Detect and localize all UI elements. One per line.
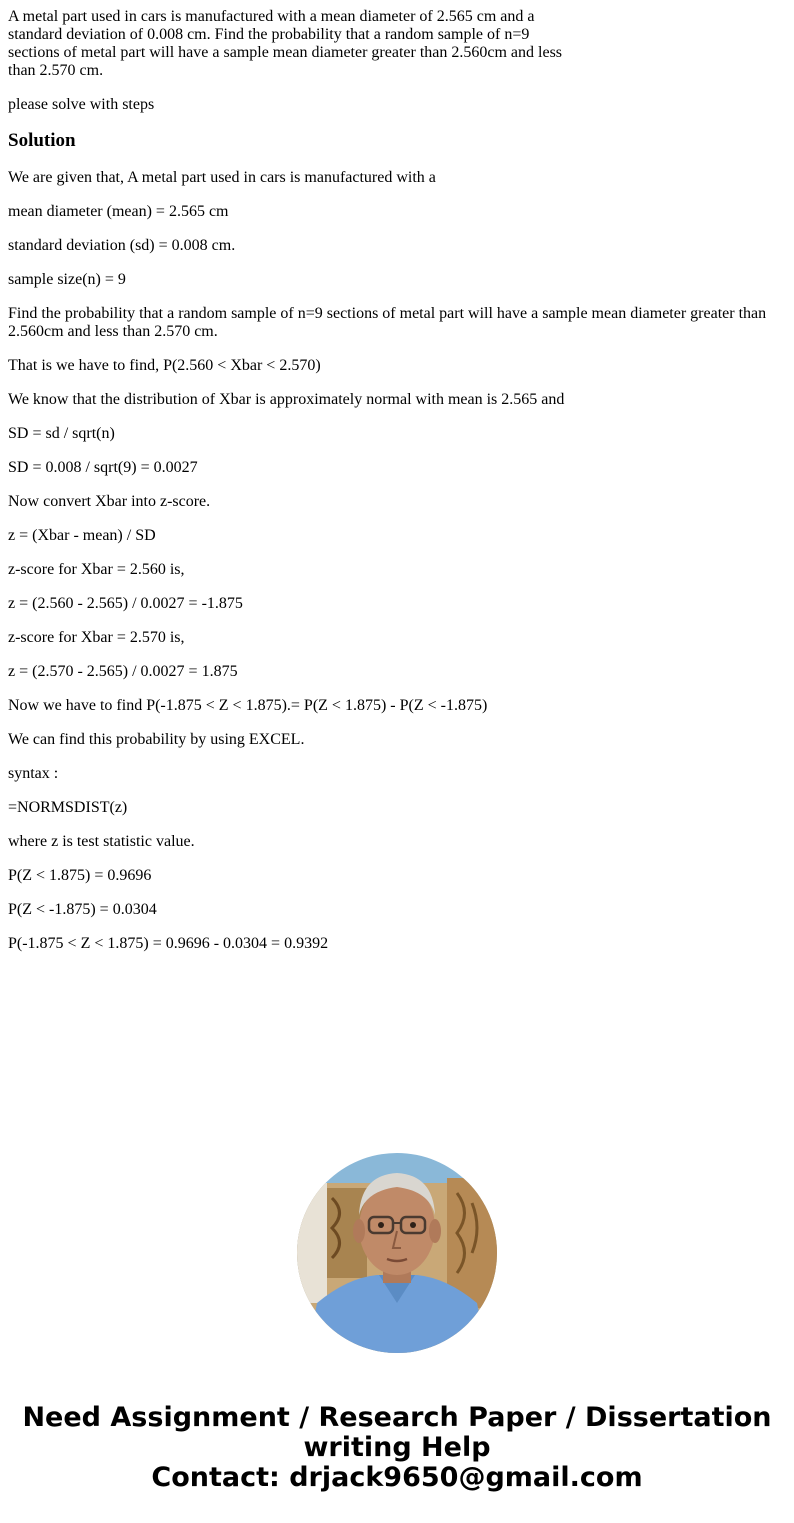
solution-steps (8, 169, 786, 953)
solution-step: SD = sd / sqrt(n) (8, 425, 115, 442)
promo-contact: Contact: drjack9650@gmail.com (151, 1462, 643, 1493)
promo-banner (0, 1403, 794, 1493)
solution-step: syntax : (8, 765, 59, 782)
solution-step: mean diameter (mean) = 2.565 cm (8, 203, 229, 220)
author-portrait-image (297, 1153, 497, 1353)
solution-step: Now convert Xbar into z-score. (8, 493, 211, 510)
solution-step: Find the probability that a random sample of n=9 sections of metal part will have a sample mean diameter greater than 2.560cm and less than 2.570 cm. (8, 305, 767, 340)
solution-step: We can find this probability by using EXCEL. (8, 731, 305, 748)
question-note: please solve with steps (8, 96, 155, 113)
solution-step: Now we have to find P(-1.875 < Z < 1.875).= P(Z < 1.875) - P(Z < -1.875) (8, 697, 488, 714)
author-avatar (297, 1153, 497, 1353)
solution-step: We are given that, A metal part used in cars is manufactured with a (8, 169, 436, 186)
solution-step: =NORMSDIST(z) (8, 799, 128, 816)
solution-step: z = (2.560 - 2.565) / 0.0027 = -1.875 (8, 595, 243, 612)
solution-heading: Solution (8, 130, 76, 151)
solution-step: P(-1.875 < Z < 1.875) = 0.9696 - 0.0304 = 0.9392 (8, 935, 329, 952)
promo-line-1: Need Assignment / Research Paper / Dissertation (22, 1402, 772, 1433)
document-body (8, 8, 786, 969)
solution-step: z-score for Xbar = 2.570 is, (8, 629, 185, 646)
solution-step: sample size(n) = 9 (8, 271, 126, 288)
question-text: A metal part used in cars is manufactured with a mean diameter of 2.565 cm and a standard deviation of 0.008 cm. Find the probability that a random sample of n=9 sections of metal part will have a sample mean diameter greater than 2.560cm and less than 2.570 cm. (8, 8, 563, 79)
solution-step: standard deviation (sd) = 0.008 cm. (8, 237, 236, 254)
solution-step: SD = 0.008 / sqrt(9) = 0.0027 (8, 459, 198, 476)
solution-step: P(Z < 1.875) = 0.9696 (8, 867, 152, 884)
promo-line-2: writing Help (303, 1432, 491, 1463)
solution-step: P(Z < -1.875) = 0.0304 (8, 901, 157, 918)
solution-step: That is we have to find, P(2.560 < Xbar < 2.570) (8, 357, 321, 374)
solution-step: We know that the distribution of Xbar is approximately normal with mean is 2.565 and (8, 391, 565, 408)
solution-step: z = (Xbar - mean) / SD (8, 527, 156, 544)
solution-step: where z is test statistic value. (8, 833, 195, 850)
solution-step: z = (2.570 - 2.565) / 0.0027 = 1.875 (8, 663, 238, 680)
solution-step: z-score for Xbar = 2.560 is, (8, 561, 185, 578)
